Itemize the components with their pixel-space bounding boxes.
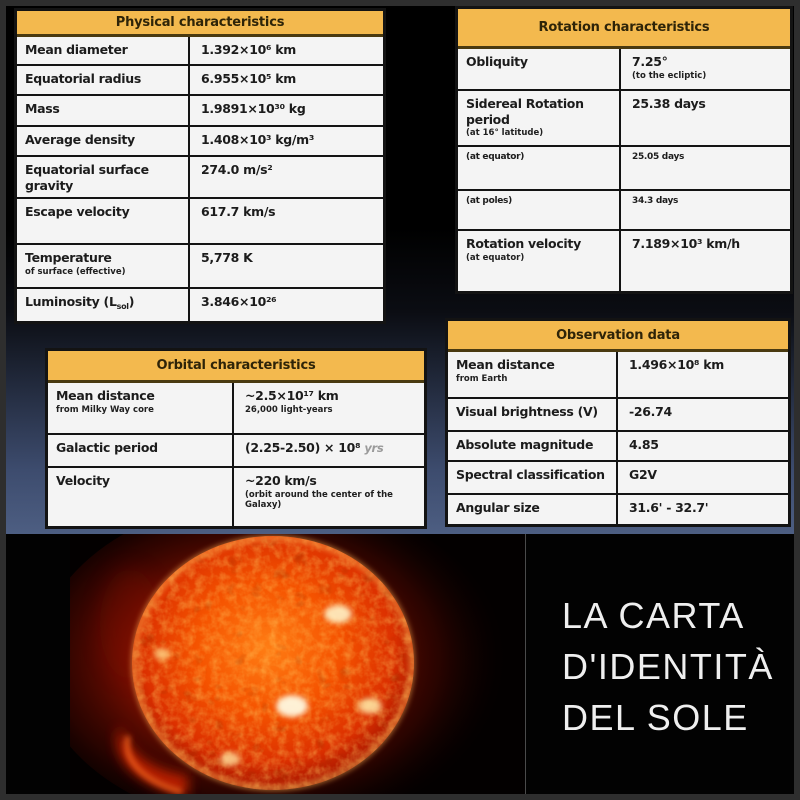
row-label-sub: of surface (effective) [25, 266, 126, 277]
row-label: Spectral classification [456, 467, 605, 482]
table-row [48, 383, 424, 435]
row-value: 25.05 days [632, 152, 685, 162]
table-row [458, 91, 790, 147]
table-row [17, 66, 383, 96]
row-value: 1.408×10³ kg/m³ [201, 132, 315, 147]
row-label: Escape velocity [25, 204, 130, 219]
row-value-sub: 26,000 light-years [245, 404, 333, 415]
row-label-sub: from Earth [456, 373, 508, 384]
row-label: Equatorial surface gravity [25, 162, 149, 193]
row-label: Equatorial radius [25, 71, 141, 86]
active-region [324, 605, 352, 623]
row-value: 617.7 km/s [201, 204, 276, 219]
row-value: 34.3 days [632, 196, 679, 206]
row-label: Angular size [456, 500, 540, 515]
slide-title-line: LA CARTA [562, 595, 745, 636]
row-label: (at poles) [466, 196, 512, 206]
table-observation [445, 318, 791, 527]
row-label: Velocity [56, 473, 110, 488]
table-row [17, 245, 383, 289]
row-value: 7.25° [632, 54, 668, 69]
row-value: ~2.5×10¹⁷ km [245, 388, 339, 403]
row-label: Mass [25, 101, 60, 116]
slide-title [562, 590, 797, 743]
row-value: 31.6' - 32.7' [629, 500, 709, 515]
table-rotation-title: Rotation characteristics [458, 9, 790, 49]
table-row [448, 352, 788, 399]
row-label: Galactic period [56, 440, 158, 455]
row-value: -26.74 [629, 404, 672, 419]
row-value: 1.9891×10³⁰ kg [201, 101, 306, 116]
active-region [154, 648, 170, 660]
row-label: Average density [25, 132, 135, 147]
table-row [17, 37, 383, 66]
table-row [17, 127, 383, 157]
row-label: Visual brightness (V) [456, 404, 598, 419]
table-row [458, 147, 790, 191]
table-physical [14, 8, 386, 324]
table-row [458, 49, 790, 91]
row-value: ~220 km/s [245, 473, 317, 488]
sun-photo [70, 534, 526, 794]
row-label: Rotation velocity [466, 236, 581, 251]
row-value-main: (2.25-2.50) × 10⁸ [245, 440, 361, 455]
table-row [48, 435, 424, 468]
row-label-prefix: Luminosity (L [25, 294, 117, 309]
table-row [17, 199, 383, 245]
row-value: 1.392×10⁶ km [201, 42, 296, 57]
table-orbital [45, 348, 427, 529]
slide-title-line: DEL SOLE [562, 697, 749, 738]
table-orbital-title: Orbital characteristics [48, 351, 424, 383]
row-value: G2V [629, 467, 657, 482]
row-label-suffix: ) [128, 294, 135, 309]
active-region [220, 752, 240, 766]
row-value [245, 440, 416, 456]
row-label: Absolute magnitude [456, 437, 594, 452]
table-row [17, 289, 383, 321]
table-row [448, 432, 788, 462]
table-row [48, 468, 424, 526]
row-label: Mean distance [56, 388, 155, 403]
table-row [458, 191, 790, 231]
bottom-strip [6, 534, 794, 794]
framed-image [6, 6, 794, 794]
row-value-sub: (orbit around the center of the Galaxy) [245, 489, 393, 510]
row-value: 274.0 m/s² [201, 162, 273, 177]
row-label-sub: (at 16° latitude) [466, 128, 544, 139]
row-label: Sidereal Rotation period [466, 96, 584, 127]
row-label: Mean diameter [25, 42, 128, 57]
row-label-sub: (at equator) [466, 252, 525, 263]
table-row [448, 495, 788, 524]
table-rotation [455, 6, 793, 294]
row-label [25, 294, 180, 312]
row-label: (at equator) [466, 152, 525, 162]
table-observation-title: Observation data [448, 321, 788, 352]
row-value: 3.846×10²⁶ [201, 294, 277, 309]
row-value: 1.496×10⁸ km [629, 357, 724, 372]
row-value-sub: (to the ecliptic) [632, 70, 707, 81]
row-value: 5,778 K [201, 250, 253, 265]
row-label-subscript: sol [116, 302, 129, 311]
row-label: Mean distance [456, 357, 555, 372]
table-physical-title: Physical characteristics [17, 11, 383, 37]
row-label: Obliquity [466, 54, 528, 69]
slide-background [6, 6, 794, 534]
row-value: 25.38 days [632, 96, 706, 111]
slide-title-line: D'IDENTITÀ [562, 646, 774, 687]
row-value: 6.955×10⁵ km [201, 71, 296, 86]
row-value-handwritten: yrs [364, 441, 384, 455]
table-row [17, 96, 383, 127]
active-region [358, 698, 382, 714]
table-row [17, 157, 383, 199]
active-region [276, 695, 308, 717]
row-label: Temperature [25, 250, 112, 265]
sun-image [70, 534, 525, 794]
row-value: 7.189×10³ km/h [632, 236, 740, 251]
table-row [458, 231, 790, 291]
table-row [448, 399, 788, 432]
row-value: 4.85 [629, 437, 659, 452]
row-label-sub: from Milky Way core [56, 404, 154, 415]
table-row [448, 462, 788, 495]
